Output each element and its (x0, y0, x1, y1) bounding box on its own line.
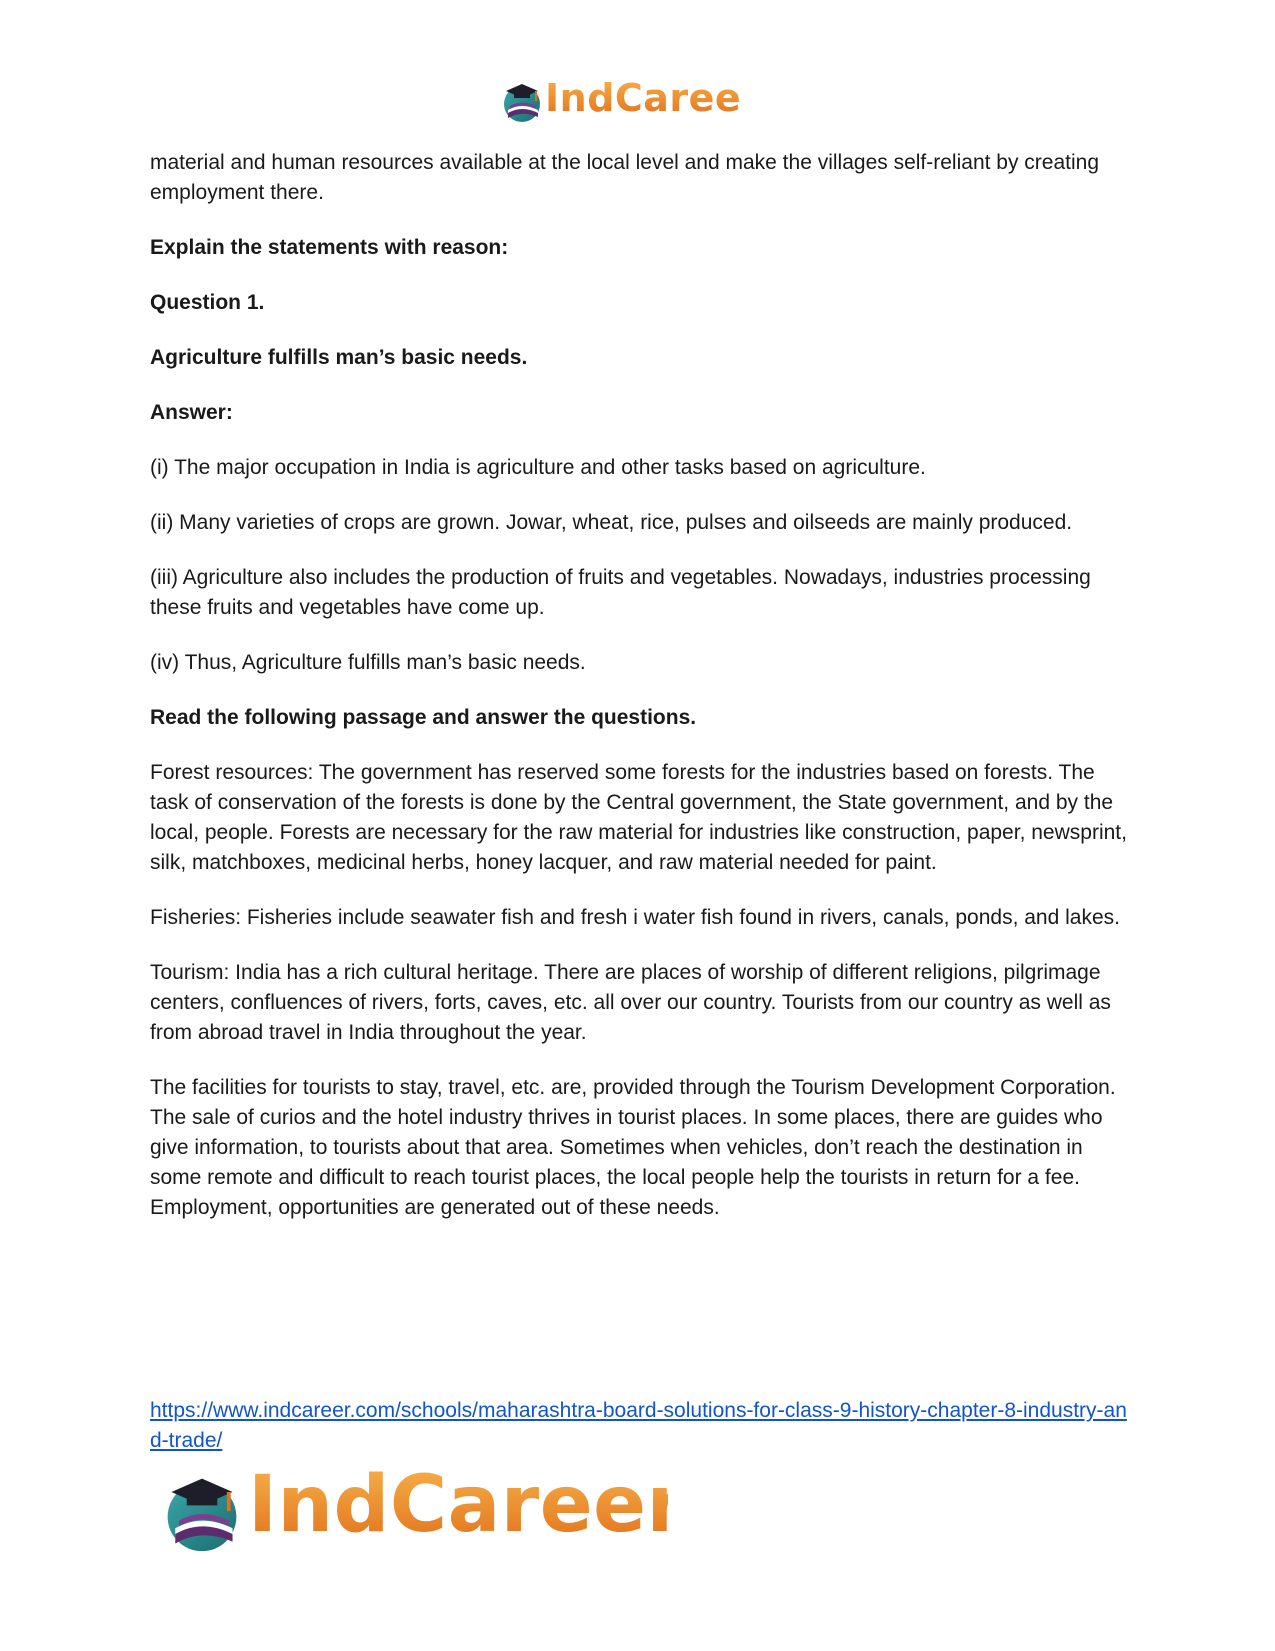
main-content (150, 148, 1130, 1248)
answer-point: (ii) Many varieties of crops are grown. Jowar, wheat, rice, pulses and oilseeds are mainly produced. (150, 511, 1073, 534)
source-link[interactable]: https://www.indcareer.com/schools/maharashtra-board-solutions-for-class-9-history-chapter-8-industry-and-trade/ (150, 1399, 1127, 1452)
logo-text: IndCareer (248, 1459, 668, 1549)
question-label: Question 1. (150, 291, 265, 314)
section-heading: Explain the statements with reason: (150, 236, 509, 259)
footer-logo (160, 1459, 668, 1558)
passage-heading: Read the following passage and answer the questions. (150, 706, 697, 729)
question-text: Agriculture fulfills man’s basic needs. (150, 346, 528, 369)
logo-wordmark (248, 1459, 668, 1568)
passage-paragraph: Tourism: India has a rich cultural heritage. There are places of worship of different religions, pilgrimage centers, confluences of rivers, forts, caves, etc. all over our country. Tourists from our country as well as from abroad travel in India throughout the year. (150, 961, 1111, 1044)
graduation-book-globe-icon (160, 1471, 244, 1555)
graduation-book-globe-icon (500, 80, 544, 124)
passage-paragraph: The facilities for tourists to stay, travel, etc. are, provided through the Tourism Development Corporation. The sale of curios and the hotel industry thrives in tourist places. In some places, there are guides who give information, to tourists about that area. Sometimes when vehicles, don’t reach the destination in some remote and difficult to reach tourist places, the local people help the tourists in return for a fee. Employment, opportunities are generated out of these needs. (150, 1076, 1116, 1219)
answer-point: (iii) Agriculture also includes the production of fruits and vegetables. Nowadays, industries processing these fruits and vegetables have come up. (150, 566, 1091, 619)
answer-point: (iv) Thus, Agriculture fulfills man’s basic needs. (150, 651, 586, 674)
passage-paragraph: Forest resources: The government has reserved some forests for the industries based on forests. The task of conservation of the forests is done by the Central government, the State government, and by the local, people. Forests are necessary for the raw material for industries like construction, paper, newsprint, silk, matchboxes, medicinal herbs, honey lacquer, and raw material needed for paint. (150, 761, 1127, 874)
intro-continuation: material and human resources available at the local level and make the villages self-reliant by creating employment there. (150, 151, 1100, 204)
passage-paragraph: Fisheries: Fisheries include seawater fish and fresh i water fish found in rivers, canals, ponds, and lakes. (150, 906, 1120, 929)
answer-label: Answer: (150, 401, 233, 424)
answer-point: (i) The major occupation in India is agriculture and other tasks based on agriculture. (150, 456, 926, 479)
header-logo (500, 75, 741, 126)
logo-wordmark (545, 73, 741, 132)
logo-text: IndCareer (545, 75, 741, 120)
